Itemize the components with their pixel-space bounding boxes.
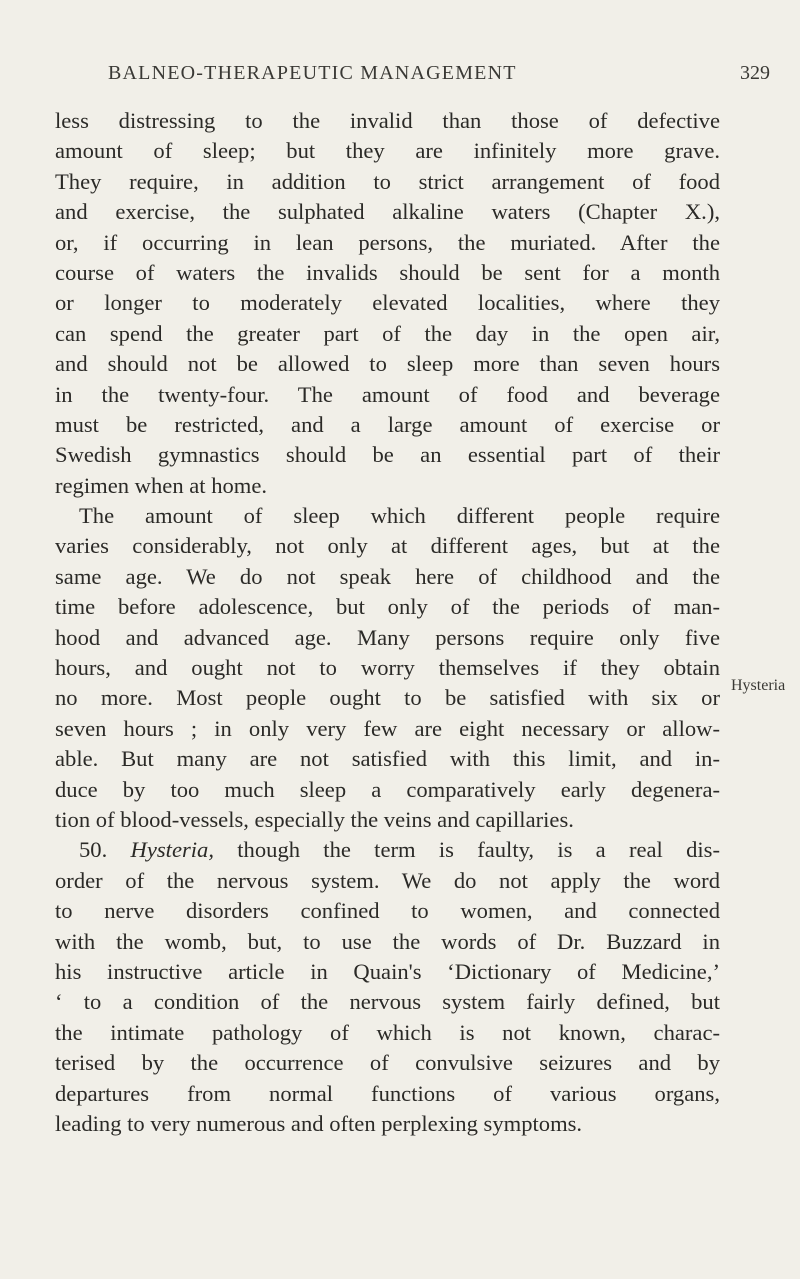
running-title: BALNEO-THERAPEUTIC MANAGEMENT bbox=[108, 62, 517, 84]
text-line: and should not be allowed to sleep more than seven hours bbox=[55, 351, 720, 377]
text-line: course of waters the invalids should be sent for a month bbox=[55, 259, 720, 285]
text-line: time before adolescence, but only of the periods of man- bbox=[55, 594, 720, 620]
text-line: with the womb, but, to use the words of Dr. Buzzard in bbox=[55, 928, 720, 954]
paragraph-first-line: The amount of sleep which different people require bbox=[79, 503, 720, 529]
text-line: less distressing to the invalid than those of defective bbox=[55, 108, 720, 133]
margin-note: Hysteria bbox=[731, 677, 786, 694]
text-line: departures from normal functions of various organs, bbox=[55, 1080, 720, 1106]
text-line: Swedish gymnastics should be an essential part of their bbox=[55, 442, 720, 468]
text-line: the intimate pathology of which is not known, charac- bbox=[55, 1019, 720, 1045]
section-number: 50. bbox=[79, 837, 108, 863]
text-line: can spend the greater part of the day in the open air, bbox=[55, 320, 720, 346]
text-line: must be restricted, and a large amount of exercise or bbox=[55, 411, 720, 437]
section-term: Hysteria, bbox=[130, 837, 214, 863]
text-line: duce by too much sleep a comparatively early degenera- bbox=[55, 776, 720, 802]
text-line: no more. Most people ought to be satisfied with six or bbox=[55, 685, 720, 711]
text-line: amount of sleep; but they are infinitely more grave. bbox=[55, 138, 720, 164]
body-text bbox=[55, 106, 720, 1139]
text-line: leading to very numerous and often perplexing symptoms. bbox=[55, 1110, 583, 1136]
text-line: They require, in addition to strict arrangement of food bbox=[55, 168, 720, 194]
text-line: same age. We do not speak here of childhood and the bbox=[55, 563, 720, 589]
page-number: 329 bbox=[740, 62, 770, 84]
text-line: or longer to moderately elevated localities, where they bbox=[55, 290, 720, 316]
section-first-line-rest: though the term is faulty, is a real dis- bbox=[237, 837, 720, 863]
text-line: order of the nervous system. We do not apply the word bbox=[55, 867, 720, 893]
text-line: varies considerably, not only at different ages, but at the bbox=[55, 533, 720, 559]
text-line: or, if occurring in lean persons, the muriated. After the bbox=[55, 229, 720, 255]
text-line: in the twenty-four. The amount of food and beverage bbox=[55, 381, 720, 407]
text-line: regimen when at home. bbox=[55, 472, 268, 498]
text-line: and exercise, the sulphated alkaline waters (Chapter X.), bbox=[55, 199, 720, 225]
text-line: tion of blood-vessels, especially the veins and capillaries. bbox=[55, 806, 574, 832]
text-line: seven hours ; in only very few are eight necessary or allow- bbox=[55, 715, 720, 741]
text-line: hood and advanced age. Many persons require only five bbox=[55, 624, 720, 650]
section-heading-line bbox=[55, 835, 720, 865]
text-line: terised by the occurrence of convulsive seizures and by bbox=[55, 1050, 720, 1076]
text-line: able. But many are not satisfied with this limit, and in- bbox=[55, 746, 720, 772]
text-line: his instructive article in Quain's ‘Dictionary of Medicine,’ bbox=[55, 958, 720, 984]
text-line: to nerve disorders confined to women, and connected bbox=[55, 898, 720, 924]
text-line: hours, and ought not to worry themselves if they obtain bbox=[55, 655, 720, 681]
running-head bbox=[108, 62, 770, 92]
text-line: ‘ to a condition of the nervous system fairly defined, but bbox=[55, 989, 720, 1015]
